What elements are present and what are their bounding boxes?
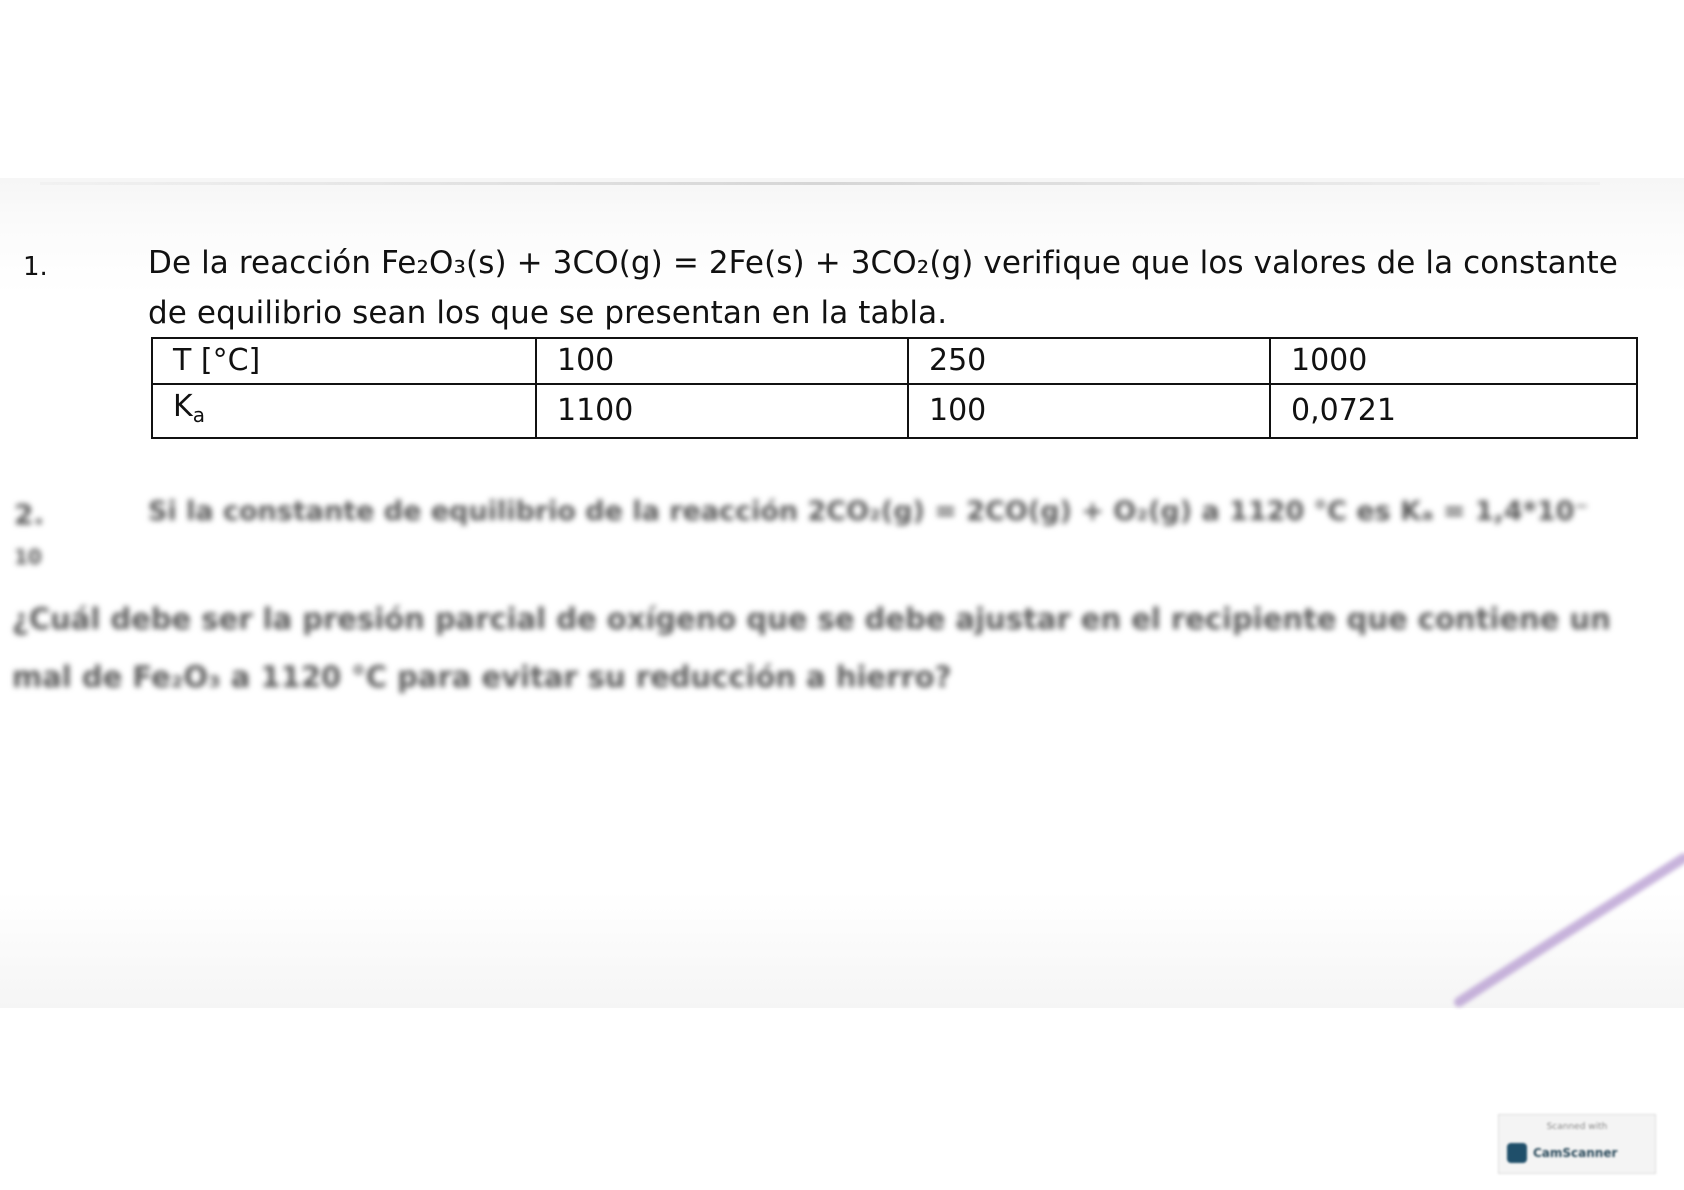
question-1-text [148, 238, 1648, 338]
question-2-line-3: mal de Fe₂O₃ a 1120 °C para evitar su reducción a hierro? [12, 660, 952, 694]
question-2-question [12, 590, 1672, 706]
camscanner-logo-icon [1507, 1143, 1527, 1163]
table-cell-ka-label [152, 384, 536, 438]
question-1-line-1: De la reacción Fe₂O₃(s) + 3CO(g) = 2Fe(s) + 3CO₂(g) verifique que los valores de la constante [148, 245, 1618, 281]
question-2-number: 2. [14, 498, 45, 531]
table-cell: 0,0721 [1270, 384, 1637, 438]
question-1-line-2: de equilibrio sean los que se presentan en la tabla. [148, 295, 948, 331]
scanner-badge-caption: Scanned with [1546, 1122, 1608, 1132]
scanner-badge-name: CamScanner [1533, 1146, 1618, 1160]
paper-edge [40, 182, 1600, 185]
table-cell: T [°C] [152, 338, 536, 384]
pen-stroke-line [1459, 858, 1684, 1002]
pen-stroke-mark [1434, 850, 1684, 1010]
table-cell: 100 [536, 338, 908, 384]
question-2-exponent-tail: 10 [14, 545, 42, 569]
table-row-temperature [152, 338, 1637, 384]
question-1-number: 1. [23, 252, 48, 282]
question-2-line-1: Si la constante de equilibrio de la reacción 2CO₂(g) = 2CO(g) + O₂(g) a 1120 °C es Kₐ = 1,4*10⁻ [148, 496, 1589, 527]
table-cell: 1100 [536, 384, 908, 438]
equilibrium-table [151, 337, 1638, 439]
table-row-constant [152, 384, 1637, 438]
question-2-line-2: ¿Cuál debe ser la presión parcial de oxígeno que se debe ajustar en el recipiente que contiene un [12, 602, 1611, 636]
table-cell: 1000 [1270, 338, 1637, 384]
table-cell: 250 [908, 338, 1270, 384]
ka-subscript: a [192, 403, 205, 427]
ka-symbol: K [173, 389, 193, 424]
scanner-watermark [1498, 1114, 1656, 1174]
table-cell: 100 [908, 384, 1270, 438]
